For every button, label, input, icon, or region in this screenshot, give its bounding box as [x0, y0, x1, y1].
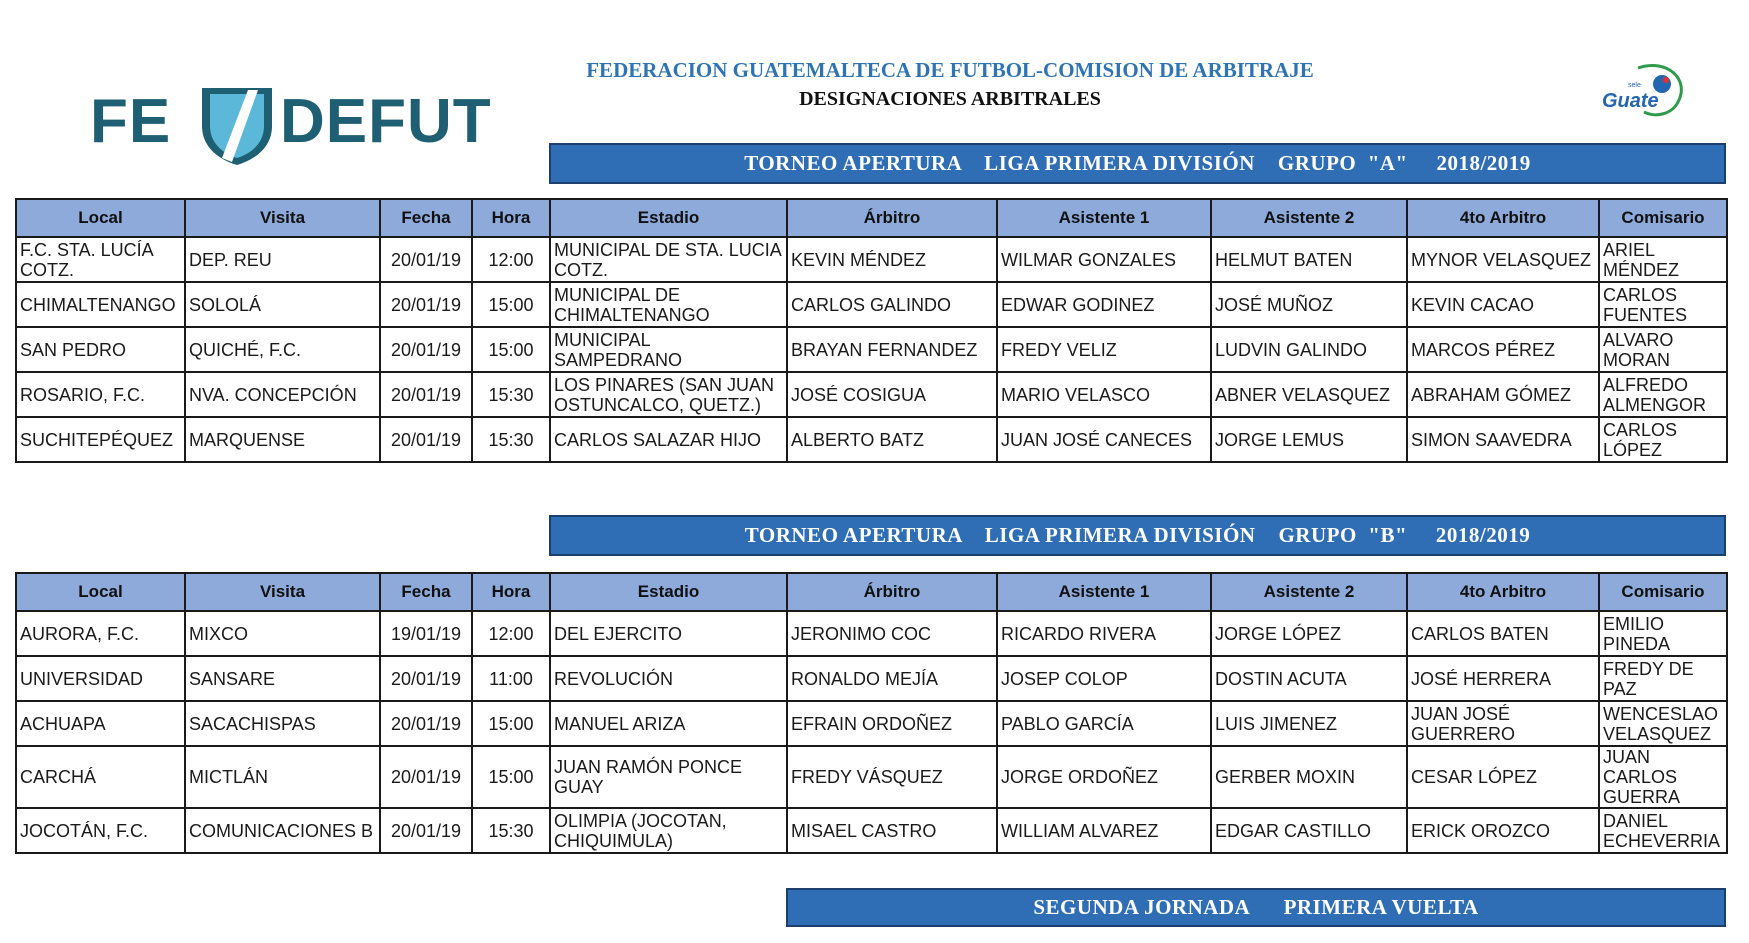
cell-arbitro: KEVIN MÉNDEZ	[787, 237, 997, 282]
logo-guate-text: Guate	[1602, 90, 1659, 112]
cell-local: ROSARIO, F.C.	[16, 372, 185, 417]
cell-estadio: CARLOS SALAZAR HIJO	[550, 417, 787, 462]
cell-estadio: LOS PINARES (SAN JUAN OSTUNCALCO, QUETZ.)	[550, 372, 787, 417]
cell-visita: MARQUENSE	[185, 417, 380, 462]
column-header-asistente-1: Asistente 1	[997, 573, 1211, 611]
cell-cuarto-arbitro: ABRAHAM GÓMEZ	[1407, 372, 1599, 417]
cell-local: JOCOTÁN, F.C.	[16, 808, 185, 853]
cell-asistente-2: JOSÉ MUÑOZ	[1211, 282, 1407, 327]
column-header-estadio: Estadio	[550, 199, 787, 237]
cell-fecha: 20/01/19	[380, 372, 472, 417]
header-row	[16, 199, 1727, 237]
cell-visita: DEP. REU	[185, 237, 380, 282]
cell-local: SAN PEDRO	[16, 327, 185, 372]
cell-asistente-1: FREDY VELIZ	[997, 327, 1211, 372]
column-header-visita: Visita	[185, 573, 380, 611]
cell-hora: 15:00	[472, 282, 550, 327]
column-header-comisario: Comisario	[1599, 199, 1727, 237]
seleguate-logo	[1598, 60, 1694, 132]
cell-visita: SANSARE	[185, 656, 380, 701]
cell-estadio: JUAN RAMÓN PONCE GUAY	[550, 746, 787, 808]
cell-hora: 15:00	[472, 746, 550, 808]
column-header-asistente-1: Asistente 1	[997, 199, 1211, 237]
cell-asistente-2: JORGE LEMUS	[1211, 417, 1407, 462]
shield-icon	[198, 86, 276, 166]
cell-fecha: 19/01/19	[380, 611, 472, 656]
cell-comisario: DANIEL ECHEVERRIA	[1599, 808, 1727, 853]
cell-asistente-2: DOSTIN ACUTA	[1211, 656, 1407, 701]
table-row	[16, 282, 1727, 327]
cell-local: ACHUAPA	[16, 701, 185, 746]
cell-comisario: JUAN CARLOS GUERRA	[1599, 746, 1727, 808]
cell-arbitro: BRAYAN FERNANDEZ	[787, 327, 997, 372]
column-header-local: Local	[16, 199, 185, 237]
cell-fecha: 20/01/19	[380, 701, 472, 746]
cell-asistente-2: LUIS JIMENEZ	[1211, 701, 1407, 746]
cell-asistente-1: MARIO VELASCO	[997, 372, 1211, 417]
cell-comisario: FREDY DE PAZ	[1599, 656, 1727, 701]
cell-cuarto-arbitro: CESAR LÓPEZ	[1407, 746, 1599, 808]
group-a-banner: TORNEO APERTURA LIGA PRIMERA DIVISIÓN GRUPO "A" 2018/2019	[549, 143, 1726, 184]
cell-estadio: MUNICIPAL DE CHIMALTENANGO	[550, 282, 787, 327]
fedefut-logo	[90, 86, 492, 166]
cell-fecha: 20/01/19	[380, 808, 472, 853]
cell-local: F.C. STA. LUCÍA COTZ.	[16, 237, 185, 282]
cell-cuarto-arbitro: KEVIN CACAO	[1407, 282, 1599, 327]
cell-asistente-2: GERBER MOXIN	[1211, 746, 1407, 808]
column-header-visita: Visita	[185, 199, 380, 237]
cell-hora: 12:00	[472, 611, 550, 656]
cell-local: CHIMALTENANGO	[16, 282, 185, 327]
table-row	[16, 417, 1727, 462]
column-header-asistente-2: Asistente 2	[1211, 573, 1407, 611]
cell-local: UNIVERSIDAD	[16, 656, 185, 701]
cell-arbitro: ALBERTO BATZ	[787, 417, 997, 462]
cell-arbitro: JERONIMO COC	[787, 611, 997, 656]
cell-asistente-1: JOSEP COLOP	[997, 656, 1211, 701]
cell-fecha: 20/01/19	[380, 282, 472, 327]
cell-fecha: 20/01/19	[380, 327, 472, 372]
cell-cuarto-arbitro: SIMON SAAVEDRA	[1407, 417, 1599, 462]
column-header-comisario: Comisario	[1599, 573, 1727, 611]
cell-asistente-1: JORGE ORDOÑEZ	[997, 746, 1211, 808]
cell-comisario: CARLOS FUENTES	[1599, 282, 1727, 327]
cell-comisario: ARIEL MÉNDEZ	[1599, 237, 1727, 282]
cell-hora: 15:00	[472, 701, 550, 746]
cell-comisario: ALVARO MORAN	[1599, 327, 1727, 372]
column-header-fecha: Fecha	[380, 199, 472, 237]
table-row	[16, 237, 1727, 282]
cell-cuarto-arbitro: ERICK OROZCO	[1407, 808, 1599, 853]
column-header-hora: Hora	[472, 573, 550, 611]
group-b-table	[15, 572, 1728, 854]
cell-visita: QUICHÉ, F.C.	[185, 327, 380, 372]
cell-comisario: EMILIO PINEDA	[1599, 611, 1727, 656]
cell-hora: 15:30	[472, 372, 550, 417]
table-row	[16, 372, 1727, 417]
column-header-asistente-2: Asistente 2	[1211, 199, 1407, 237]
cell-estadio: DEL EJERCITO	[550, 611, 787, 656]
cell-asistente-1: WILMAR GONZALES	[997, 237, 1211, 282]
cell-cuarto-arbitro: JOSÉ HERRERA	[1407, 656, 1599, 701]
cell-asistente-1: EDWAR GODINEZ	[997, 282, 1211, 327]
column-header-arbitro: Árbitro	[787, 199, 997, 237]
column-header-arbitro: Árbitro	[787, 573, 997, 611]
cell-cuarto-arbitro: JUAN JOSÉ GUERRERO	[1407, 701, 1599, 746]
table-row	[16, 656, 1727, 701]
cell-cuarto-arbitro: MYNOR VELASQUEZ	[1407, 237, 1599, 282]
cell-asistente-2: JORGE LÓPEZ	[1211, 611, 1407, 656]
table-row	[16, 611, 1727, 656]
cell-hora: 15:30	[472, 808, 550, 853]
cell-arbitro: RONALDO MEJÍA	[787, 656, 997, 701]
cell-arbitro: EFRAIN ORDOÑEZ	[787, 701, 997, 746]
column-header-cuarto-arbitro: 4to Arbitro	[1407, 573, 1599, 611]
column-header-hora: Hora	[472, 199, 550, 237]
cell-asistente-2: ABNER VELASQUEZ	[1211, 372, 1407, 417]
cell-local: CARCHÁ	[16, 746, 185, 808]
logo-small-text: sele	[1628, 82, 1641, 89]
federation-title: FEDERACION GUATEMALTECA DE FUTBOL-COMISION DE ARBITRAJE	[586, 58, 1314, 82]
cell-local: AURORA, F.C.	[16, 611, 185, 656]
cell-estadio: REVOLUCIÓN	[550, 656, 787, 701]
logo-text-fe: FE	[90, 87, 172, 156]
cell-hora: 15:00	[472, 327, 550, 372]
table-row	[16, 746, 1727, 808]
cell-arbitro: CARLOS GALINDO	[787, 282, 997, 327]
cell-fecha: 20/01/19	[380, 746, 472, 808]
cell-arbitro: FREDY VÁSQUEZ	[787, 746, 997, 808]
cell-visita: NVA. CONCEPCIÓN	[185, 372, 380, 417]
cell-hora: 12:00	[472, 237, 550, 282]
cell-arbitro: JOSÉ COSIGUA	[787, 372, 997, 417]
table-row	[16, 327, 1727, 372]
group-b-banner: TORNEO APERTURA LIGA PRIMERA DIVISIÓN GRUPO "B" 2018/2019	[549, 515, 1726, 556]
cell-cuarto-arbitro: MARCOS PÉREZ	[1407, 327, 1599, 372]
cell-hora: 11:00	[472, 656, 550, 701]
cell-visita: COMUNICACIONES B	[185, 808, 380, 853]
column-header-fecha: Fecha	[380, 573, 472, 611]
cell-arbitro: MISAEL CASTRO	[787, 808, 997, 853]
header-row	[16, 573, 1727, 611]
cell-visita: MIXCO	[185, 611, 380, 656]
jornada-banner: SEGUNDA JORNADA PRIMERA VUELTA	[786, 888, 1726, 927]
cell-asistente-1: PABLO GARCÍA	[997, 701, 1211, 746]
cell-visita: SOLOLÁ	[185, 282, 380, 327]
table-row	[16, 701, 1727, 746]
cell-fecha: 20/01/19	[380, 417, 472, 462]
cell-comisario: ALFREDO ALMENGOR	[1599, 372, 1727, 417]
column-header-cuarto-arbitro: 4to Arbitro	[1407, 199, 1599, 237]
cell-asistente-2: HELMUT BATEN	[1211, 237, 1407, 282]
column-header-estadio: Estadio	[550, 573, 787, 611]
cell-estadio: MANUEL ARIZA	[550, 701, 787, 746]
cell-comisario: WENCESLAO VELASQUEZ	[1599, 701, 1727, 746]
logo-text-defut: DEFUT	[280, 87, 492, 156]
column-header-local: Local	[16, 573, 185, 611]
cell-asistente-1: JUAN JOSÉ CANECES	[997, 417, 1211, 462]
cell-visita: SACACHISPAS	[185, 701, 380, 746]
cell-hora: 15:30	[472, 417, 550, 462]
cell-visita: MICTLÁN	[185, 746, 380, 808]
document-subtitle: DESIGNACIONES ARBITRALES	[799, 88, 1101, 110]
cell-fecha: 20/01/19	[380, 237, 472, 282]
cell-asistente-1: WILLIAM ALVAREZ	[997, 808, 1211, 853]
cell-fecha: 20/01/19	[380, 656, 472, 701]
cell-comisario: CARLOS LÓPEZ	[1599, 417, 1727, 462]
cell-asistente-2: LUDVIN GALINDO	[1211, 327, 1407, 372]
cell-local: SUCHITEPÉQUEZ	[16, 417, 185, 462]
cell-asistente-1: RICARDO RIVERA	[997, 611, 1211, 656]
group-a-table	[15, 198, 1728, 463]
cell-estadio: MUNICIPAL SAMPEDRANO	[550, 327, 787, 372]
cell-cuarto-arbitro: CARLOS BATEN	[1407, 611, 1599, 656]
cell-estadio: MUNICIPAL DE STA. LUCIA COTZ.	[550, 237, 787, 282]
cell-asistente-2: EDGAR CASTILLO	[1211, 808, 1407, 853]
table-row	[16, 808, 1727, 853]
cell-estadio: OLIMPIA (JOCOTAN, CHIQUIMULA)	[550, 808, 787, 853]
